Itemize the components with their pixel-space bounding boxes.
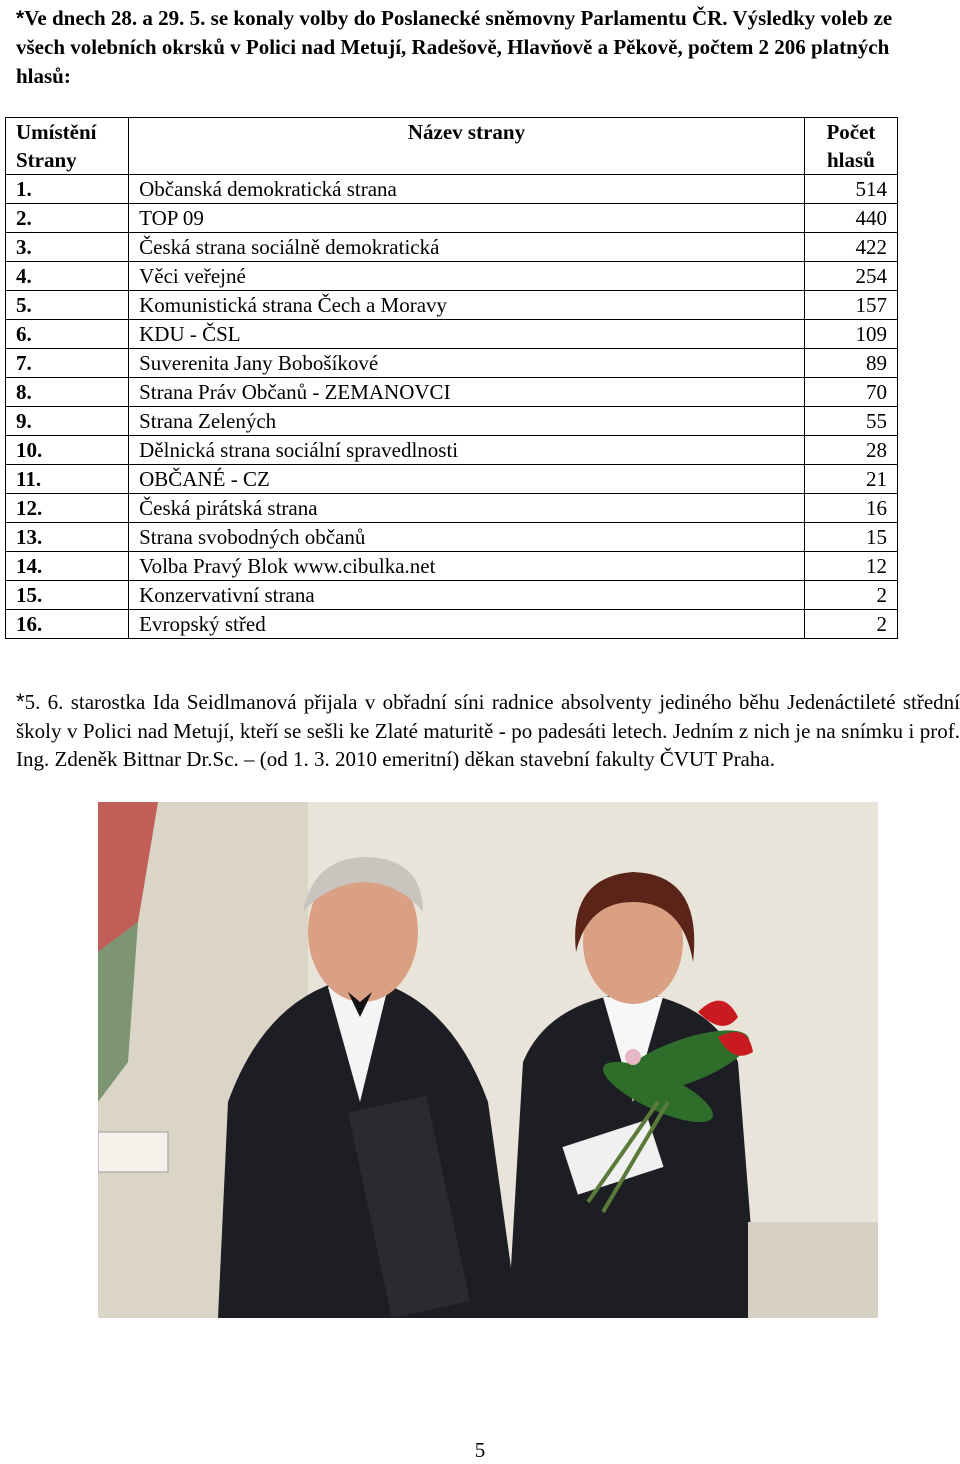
ceremony-photo-illustration bbox=[98, 802, 878, 1318]
row-position: 9. bbox=[6, 407, 129, 436]
news-paragraph bbox=[16, 688, 960, 774]
table-row bbox=[6, 610, 898, 639]
header-position-line2: Strany bbox=[16, 148, 77, 172]
election-results-table bbox=[5, 117, 898, 639]
table-row bbox=[6, 262, 898, 291]
row-position: 6. bbox=[6, 320, 129, 349]
table-row bbox=[6, 233, 898, 262]
photo-chair bbox=[748, 1222, 878, 1318]
table-row bbox=[6, 320, 898, 349]
row-votes: 157 bbox=[804, 291, 897, 320]
row-votes: 89 bbox=[804, 349, 897, 378]
header-position bbox=[6, 118, 129, 175]
table-row bbox=[6, 494, 898, 523]
row-party-name: Občanská demokratická strana bbox=[129, 175, 805, 204]
row-party-name: Konzervativní strana bbox=[129, 581, 805, 610]
row-votes: 15 bbox=[804, 523, 897, 552]
row-party-name: Dělnická strana sociální spravedlnosti bbox=[129, 436, 805, 465]
row-votes: 2 bbox=[804, 610, 897, 639]
row-votes: 21 bbox=[804, 465, 897, 494]
table-row bbox=[6, 204, 898, 233]
row-votes: 70 bbox=[804, 378, 897, 407]
table-body bbox=[6, 175, 898, 639]
intro-asterisk: * bbox=[16, 7, 25, 30]
row-party-name: Strana Práv Občanů - ZEMANOVCI bbox=[129, 378, 805, 407]
row-position: 11. bbox=[6, 465, 129, 494]
header-votes-line2: hlasů bbox=[827, 148, 875, 172]
news-asterisk: * bbox=[16, 689, 25, 714]
header-votes-line1: Počet bbox=[826, 120, 876, 144]
table-row bbox=[6, 436, 898, 465]
row-party-name: Česká strana sociálně demokratická bbox=[129, 233, 805, 262]
row-position: 16. bbox=[6, 610, 129, 639]
row-party-name: Suverenita Jany Bobošíkové bbox=[129, 349, 805, 378]
row-votes: 55 bbox=[804, 407, 897, 436]
row-votes: 28 bbox=[804, 436, 897, 465]
row-party-name: OBČANÉ - CZ bbox=[129, 465, 805, 494]
row-position: 5. bbox=[6, 291, 129, 320]
table-row bbox=[6, 465, 898, 494]
row-party-name: Komunistická strana Čech a Moravy bbox=[129, 291, 805, 320]
row-position: 2. bbox=[6, 204, 129, 233]
row-position: 10. bbox=[6, 436, 129, 465]
row-party-name: Evropský střed bbox=[129, 610, 805, 639]
row-position: 15. bbox=[6, 581, 129, 610]
row-party-name: Strana svobodných občanů bbox=[129, 523, 805, 552]
row-position: 1. bbox=[6, 175, 129, 204]
row-position: 14. bbox=[6, 552, 129, 581]
row-votes: 254 bbox=[804, 262, 897, 291]
table-row bbox=[6, 552, 898, 581]
ceremony-photo bbox=[98, 802, 878, 1318]
table-row bbox=[6, 378, 898, 407]
row-votes: 514 bbox=[804, 175, 897, 204]
row-position: 4. bbox=[6, 262, 129, 291]
row-position: 8. bbox=[6, 378, 129, 407]
row-votes: 12 bbox=[804, 552, 897, 581]
table-row bbox=[6, 175, 898, 204]
table-header-row bbox=[6, 118, 898, 175]
header-party: Název strany bbox=[129, 118, 805, 175]
table-row bbox=[6, 291, 898, 320]
intro-text: Ve dnech 28. a 29. 5. se konaly volby do Poslanecké sněmovny Parlamentu ČR. Výsledky voleb ze všech volebních okrsků v Polici nad Metují, Radešově, Hlavňově a Pěkově, počtem 2 206 platných hlasů: bbox=[16, 6, 893, 88]
news-text: 5. 6. starostka Ida Seidlmanová přijala v obřadní síni radnice absolventy jediného běhu Jedenáctileté střední školy v Polici nad Metují, kteří se sešli ke Zlaté maturitě - po padesáti letech. Jedním z nich je na snímku i prof. Ing. Zdeněk Bittnar Dr.Sc. – (od 1. 3. 2010 emeritní) děkan stavební fakulty ČVUT Praha. bbox=[16, 690, 960, 771]
header-votes bbox=[804, 118, 897, 175]
row-party-name: Česká pirátská strana bbox=[129, 494, 805, 523]
row-votes: 440 bbox=[804, 204, 897, 233]
row-position: 12. bbox=[6, 494, 129, 523]
table-row bbox=[6, 407, 898, 436]
table-row bbox=[6, 349, 898, 378]
row-position: 13. bbox=[6, 523, 129, 552]
row-party-name: Strana Zelených bbox=[129, 407, 805, 436]
photo-table-book bbox=[98, 1132, 168, 1172]
row-party-name: Volba Pravý Blok www.cibulka.net bbox=[129, 552, 805, 581]
row-votes: 422 bbox=[804, 233, 897, 262]
row-votes: 16 bbox=[804, 494, 897, 523]
table-row bbox=[6, 581, 898, 610]
row-votes: 2 bbox=[804, 581, 897, 610]
row-party-name: Věci veřejné bbox=[129, 262, 805, 291]
page-number: 5 bbox=[474, 1438, 486, 1462]
row-position: 7. bbox=[6, 349, 129, 378]
row-party-name: TOP 09 bbox=[129, 204, 805, 233]
row-votes: 109 bbox=[804, 320, 897, 349]
row-position: 3. bbox=[6, 233, 129, 262]
header-position-line1: Umístění bbox=[16, 120, 97, 144]
row-party-name: KDU - ČSL bbox=[129, 320, 805, 349]
table-row bbox=[6, 523, 898, 552]
intro-paragraph bbox=[16, 4, 936, 91]
